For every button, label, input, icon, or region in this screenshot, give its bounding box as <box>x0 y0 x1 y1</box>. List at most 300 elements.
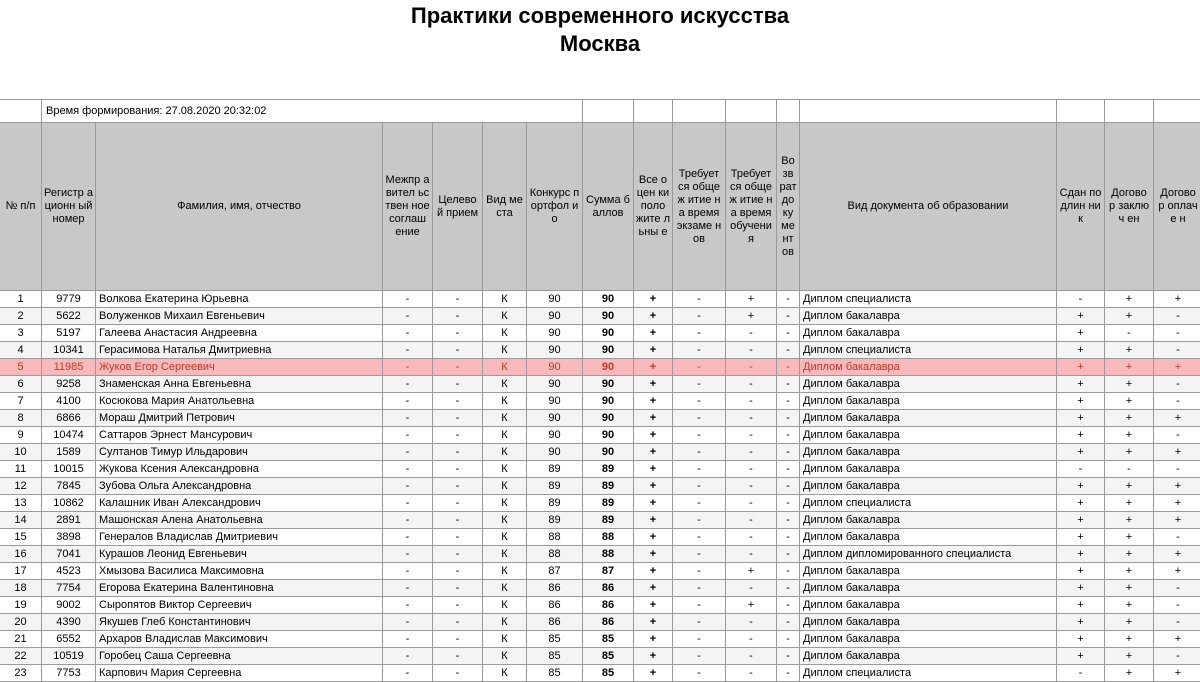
cell-row-number: 22 <box>0 648 42 665</box>
cell-portfolio: 89 <box>527 461 583 478</box>
table-row <box>0 325 1200 342</box>
cell-docs-returned: - <box>777 580 800 597</box>
cell-portfolio: 90 <box>527 376 583 393</box>
cell-contract-signed: + <box>1105 291 1154 308</box>
cell-contract-signed: + <box>1105 495 1154 512</box>
cell-reg-number: 4523 <box>42 563 96 580</box>
table-row <box>0 648 1200 665</box>
cell-all-positive: + <box>634 376 673 393</box>
cell-intergov: - <box>383 563 433 580</box>
cell-reg-number: 7754 <box>42 580 96 597</box>
cell-original-submitted: + <box>1057 376 1105 393</box>
cell-reg-number: 5622 <box>42 308 96 325</box>
cell-intergov: - <box>383 444 433 461</box>
cell-full-name: Горобец Саша Сергеевна <box>96 648 383 665</box>
cell-row-number: 16 <box>0 546 42 563</box>
cell-original-submitted: + <box>1057 546 1105 563</box>
cell-seat-type: К <box>483 342 527 359</box>
cell-full-name: Егорова Екатерина Валентиновна <box>96 580 383 597</box>
cell-original-submitted: - <box>1057 665 1105 682</box>
cell-contract-paid: + <box>1154 478 1200 495</box>
cell-doc-type: Диплом бакалавра <box>800 393 1057 410</box>
cell-dorm-study: - <box>726 342 777 359</box>
cell-intergov: - <box>383 665 433 682</box>
cell-portfolio: 87 <box>527 563 583 580</box>
cell-target: - <box>433 325 483 342</box>
cell-seat-type: К <box>483 444 527 461</box>
cell-dorm-study: - <box>726 427 777 444</box>
cell-dorm-exams: - <box>673 444 726 461</box>
cell-original-submitted: + <box>1057 478 1105 495</box>
cell-dorm-exams: - <box>673 376 726 393</box>
cell-docs-returned: - <box>777 512 800 529</box>
table-row <box>0 597 1200 614</box>
cell-docs-returned: - <box>777 359 800 376</box>
cell-doc-type: Диплом бакалавра <box>800 376 1057 393</box>
cell-dorm-study: + <box>726 308 777 325</box>
cell-contract-paid: + <box>1154 546 1200 563</box>
cell-dorm-study: - <box>726 495 777 512</box>
cell-full-name: Курашов Леонид Евгеньевич <box>96 546 383 563</box>
cell-docs-returned: - <box>777 546 800 563</box>
col-header-seat-type: Вид места <box>483 123 527 291</box>
meta-row <box>0 100 1200 123</box>
cell-intergov: - <box>383 529 433 546</box>
table-row <box>0 427 1200 444</box>
cell-reg-number: 7753 <box>42 665 96 682</box>
col-header-docs-returned: Во зв рат до ку ме нт ов <box>777 123 800 291</box>
cell-contract-paid: - <box>1154 342 1200 359</box>
cell-row-number: 21 <box>0 631 42 648</box>
col-header-intergov: Межпр авител ьствен ное соглаш ение <box>383 123 433 291</box>
table-row <box>0 410 1200 427</box>
cell-row-number: 17 <box>0 563 42 580</box>
cell-full-name: Хмызова Василиса Максимовна <box>96 563 383 580</box>
cell-original-submitted: + <box>1057 444 1105 461</box>
cell-row-number: 13 <box>0 495 42 512</box>
cell-original-submitted: + <box>1057 563 1105 580</box>
cell-intergov: - <box>383 325 433 342</box>
cell-all-positive: + <box>634 665 673 682</box>
cell-seat-type: К <box>483 461 527 478</box>
cell-score-sum: 89 <box>583 478 634 495</box>
cell-seat-type: К <box>483 393 527 410</box>
cell-seat-type: К <box>483 291 527 308</box>
cell-original-submitted: + <box>1057 631 1105 648</box>
cell-target: - <box>433 393 483 410</box>
cell-row-number: 20 <box>0 614 42 631</box>
cell-score-sum: 90 <box>583 427 634 444</box>
cell-dorm-study: - <box>726 478 777 495</box>
cell-score-sum: 86 <box>583 580 634 597</box>
cell-all-positive: + <box>634 512 673 529</box>
cell-contract-paid: - <box>1154 597 1200 614</box>
cell-row-number: 12 <box>0 478 42 495</box>
cell-original-submitted: + <box>1057 529 1105 546</box>
cell-seat-type: К <box>483 529 527 546</box>
cell-row-number: 11 <box>0 461 42 478</box>
cell-contract-paid: + <box>1154 444 1200 461</box>
cell-all-positive: + <box>634 393 673 410</box>
cell-docs-returned: - <box>777 376 800 393</box>
cell-score-sum: 90 <box>583 410 634 427</box>
cell-contract-signed: + <box>1105 410 1154 427</box>
cell-doc-type: Диплом специалиста <box>800 665 1057 682</box>
cell-docs-returned: - <box>777 597 800 614</box>
cell-seat-type: К <box>483 495 527 512</box>
col-header-dorm-exams: Требует ся общеж итие на время экзаме нов <box>673 123 726 291</box>
cell-seat-type: К <box>483 597 527 614</box>
cell-contract-paid: + <box>1154 631 1200 648</box>
table-row <box>0 342 1200 359</box>
cell-doc-type: Диплом бакалавра <box>800 563 1057 580</box>
cell-all-positive: + <box>634 529 673 546</box>
cell-contract-signed: + <box>1105 444 1154 461</box>
cell-portfolio: 85 <box>527 631 583 648</box>
cell-contract-signed: + <box>1105 478 1154 495</box>
cell-docs-returned: - <box>777 614 800 631</box>
cell-all-positive: + <box>634 478 673 495</box>
cell-score-sum: 85 <box>583 648 634 665</box>
cell-portfolio: 89 <box>527 478 583 495</box>
cell-contract-paid: - <box>1154 529 1200 546</box>
cell-score-sum: 90 <box>583 376 634 393</box>
cell-docs-returned: - <box>777 444 800 461</box>
cell-score-sum: 88 <box>583 529 634 546</box>
cell-dorm-study: + <box>726 597 777 614</box>
cell-dorm-study: - <box>726 580 777 597</box>
cell-dorm-study: - <box>726 614 777 631</box>
cell-reg-number: 6552 <box>42 631 96 648</box>
cell-target: - <box>433 342 483 359</box>
cell-docs-returned: - <box>777 393 800 410</box>
cell-doc-type: Диплом бакалавра <box>800 410 1057 427</box>
cell-score-sum: 89 <box>583 512 634 529</box>
cell-contract-signed: + <box>1105 308 1154 325</box>
col-header-reg-number: Регистр ационн ый номер <box>42 123 96 291</box>
cell-doc-type: Диплом бакалавра <box>800 580 1057 597</box>
cell-full-name: Жуков Егор Сергеевич <box>96 359 383 376</box>
table-row <box>0 444 1200 461</box>
cell-intergov: - <box>383 376 433 393</box>
header-row <box>0 123 1200 291</box>
cell-row-number: 1 <box>0 291 42 308</box>
cell-original-submitted: + <box>1057 512 1105 529</box>
col-header-number: № п/п <box>0 123 42 291</box>
cell-full-name: Сыропятов Виктор Сергеевич <box>96 597 383 614</box>
cell-original-submitted: + <box>1057 342 1105 359</box>
cell-intergov: - <box>383 546 433 563</box>
cell-portfolio: 90 <box>527 410 583 427</box>
cell-row-number: 5 <box>0 359 42 376</box>
cell-dorm-study: - <box>726 665 777 682</box>
cell-dorm-study: - <box>726 512 777 529</box>
cell-all-positive: + <box>634 631 673 648</box>
cell-docs-returned: - <box>777 291 800 308</box>
cell-original-submitted: - <box>1057 461 1105 478</box>
table-row <box>0 665 1200 682</box>
cell-score-sum: 90 <box>583 359 634 376</box>
cell-score-sum: 88 <box>583 546 634 563</box>
cell-seat-type: К <box>483 512 527 529</box>
cell-reg-number: 9258 <box>42 376 96 393</box>
cell-doc-type: Диплом специалиста <box>800 291 1057 308</box>
cell-row-number: 23 <box>0 665 42 682</box>
cell-docs-returned: - <box>777 461 800 478</box>
cell-doc-type: Диплом бакалавра <box>800 444 1057 461</box>
table-row <box>0 376 1200 393</box>
cell-target: - <box>433 478 483 495</box>
cell-original-submitted: + <box>1057 614 1105 631</box>
cell-dorm-study: - <box>726 444 777 461</box>
cell-reg-number: 10862 <box>42 495 96 512</box>
cell-reg-number: 10341 <box>42 342 96 359</box>
cell-dorm-exams: - <box>673 631 726 648</box>
cell-reg-number: 5197 <box>42 325 96 342</box>
cell-score-sum: 90 <box>583 308 634 325</box>
cell-seat-type: К <box>483 325 527 342</box>
cell-reg-number: 6866 <box>42 410 96 427</box>
cell-intergov: - <box>383 427 433 444</box>
table-row <box>0 563 1200 580</box>
cell-dorm-study: - <box>726 461 777 478</box>
cell-portfolio: 90 <box>527 444 583 461</box>
col-header-contract: Догово р заключ ен <box>1105 123 1154 291</box>
cell-all-positive: + <box>634 342 673 359</box>
cell-dorm-exams: - <box>673 512 726 529</box>
cell-intergov: - <box>383 478 433 495</box>
cell-dorm-exams: - <box>673 665 726 682</box>
cell-dorm-study: - <box>726 325 777 342</box>
cell-original-submitted: + <box>1057 325 1105 342</box>
cell-dorm-study: - <box>726 410 777 427</box>
cell-reg-number: 10015 <box>42 461 96 478</box>
cell-intergov: - <box>383 580 433 597</box>
cell-original-submitted: + <box>1057 427 1105 444</box>
cell-intergov: - <box>383 597 433 614</box>
table-row <box>0 461 1200 478</box>
cell-row-number: 8 <box>0 410 42 427</box>
cell-dorm-study: - <box>726 359 777 376</box>
cell-row-number: 15 <box>0 529 42 546</box>
cell-dorm-exams: - <box>673 478 726 495</box>
cell-dorm-study: - <box>726 376 777 393</box>
generated-time: Время формирования: 27.08.2020 20:32:02 <box>42 100 583 123</box>
cell-reg-number: 4100 <box>42 393 96 410</box>
cell-full-name: Знаменская Анна Евгеньевна <box>96 376 383 393</box>
cell-dorm-study: + <box>726 291 777 308</box>
cell-row-number: 9 <box>0 427 42 444</box>
cell-original-submitted: + <box>1057 648 1105 665</box>
cell-row-number: 10 <box>0 444 42 461</box>
cell-portfolio: 90 <box>527 342 583 359</box>
cell-intergov: - <box>383 614 433 631</box>
cell-docs-returned: - <box>777 529 800 546</box>
cell-dorm-exams: - <box>673 461 726 478</box>
cell-docs-returned: - <box>777 342 800 359</box>
cell-contract-paid: + <box>1154 665 1200 682</box>
cell-seat-type: К <box>483 563 527 580</box>
cell-target: - <box>433 427 483 444</box>
table-row <box>0 614 1200 631</box>
cell-original-submitted: + <box>1057 308 1105 325</box>
cell-full-name: Волкова Екатерина Юрьевна <box>96 291 383 308</box>
cell-all-positive: + <box>634 444 673 461</box>
cell-intergov: - <box>383 512 433 529</box>
cell-row-number: 14 <box>0 512 42 529</box>
cell-seat-type: К <box>483 359 527 376</box>
cell-score-sum: 85 <box>583 665 634 682</box>
cell-dorm-exams: - <box>673 546 726 563</box>
cell-contract-signed: + <box>1105 342 1154 359</box>
col-header-portfolio: Конкурс портфол ио <box>527 123 583 291</box>
cell-target: - <box>433 308 483 325</box>
cell-intergov: - <box>383 359 433 376</box>
cell-dorm-exams: - <box>673 410 726 427</box>
cell-contract-paid: - <box>1154 580 1200 597</box>
cell-original-submitted: + <box>1057 495 1105 512</box>
table-row <box>0 512 1200 529</box>
cell-seat-type: К <box>483 648 527 665</box>
cell-score-sum: 90 <box>583 325 634 342</box>
cell-intergov: - <box>383 291 433 308</box>
cell-target: - <box>433 410 483 427</box>
cell-reg-number: 1589 <box>42 444 96 461</box>
cell-seat-type: К <box>483 427 527 444</box>
cell-contract-signed: + <box>1105 580 1154 597</box>
cell-contract-signed: + <box>1105 529 1154 546</box>
cell-contract-paid: - <box>1154 325 1200 342</box>
cell-all-positive: + <box>634 648 673 665</box>
cell-reg-number: 3898 <box>42 529 96 546</box>
cell-full-name: Султанов Тимур Ильдарович <box>96 444 383 461</box>
cell-score-sum: 86 <box>583 614 634 631</box>
cell-intergov: - <box>383 461 433 478</box>
cell-docs-returned: - <box>777 495 800 512</box>
cell-score-sum: 90 <box>583 291 634 308</box>
cell-reg-number: 9002 <box>42 597 96 614</box>
col-header-doc-type: Вид документа об образовании <box>800 123 1057 291</box>
cell-score-sum: 90 <box>583 393 634 410</box>
cell-doc-type: Диплом бакалавра <box>800 648 1057 665</box>
cell-original-submitted: + <box>1057 410 1105 427</box>
cell-dorm-study: - <box>726 648 777 665</box>
cell-target: - <box>433 597 483 614</box>
cell-doc-type: Диплом бакалавра <box>800 597 1057 614</box>
cell-dorm-exams: - <box>673 648 726 665</box>
cell-intergov: - <box>383 631 433 648</box>
cell-dorm-exams: - <box>673 308 726 325</box>
cell-target: - <box>433 580 483 597</box>
cell-seat-type: К <box>483 546 527 563</box>
cell-contract-signed: - <box>1105 325 1154 342</box>
cell-contract-signed: + <box>1105 546 1154 563</box>
cell-portfolio: 89 <box>527 512 583 529</box>
cell-doc-type: Диплом бакалавра <box>800 461 1057 478</box>
cell-all-positive: + <box>634 291 673 308</box>
cell-docs-returned: - <box>777 648 800 665</box>
cell-contract-paid: - <box>1154 427 1200 444</box>
cell-reg-number: 11985 <box>42 359 96 376</box>
cell-dorm-study: - <box>726 546 777 563</box>
cell-dorm-exams: - <box>673 563 726 580</box>
cell-dorm-exams: - <box>673 393 726 410</box>
cell-seat-type: К <box>483 631 527 648</box>
cell-doc-type: Диплом бакалавра <box>800 631 1057 648</box>
cell-doc-type: Диплом бакалавра <box>800 427 1057 444</box>
page-title: Практики современного искусства <box>0 2 1200 30</box>
cell-portfolio: 86 <box>527 614 583 631</box>
cell-doc-type: Диплом бакалавра <box>800 478 1057 495</box>
table-row <box>0 393 1200 410</box>
cell-contract-signed: + <box>1105 597 1154 614</box>
table-row <box>0 495 1200 512</box>
cell-row-number: 6 <box>0 376 42 393</box>
cell-target: - <box>433 614 483 631</box>
cell-contract-signed: + <box>1105 563 1154 580</box>
table-row <box>0 291 1200 308</box>
page-subtitle: Москва <box>0 30 1200 58</box>
cell-reg-number: 9779 <box>42 291 96 308</box>
cell-intergov: - <box>383 342 433 359</box>
cell-contract-signed: + <box>1105 648 1154 665</box>
cell-target: - <box>433 291 483 308</box>
cell-dorm-study: - <box>726 529 777 546</box>
cell-docs-returned: - <box>777 308 800 325</box>
cell-reg-number: 2891 <box>42 512 96 529</box>
cell-target: - <box>433 461 483 478</box>
cell-row-number: 2 <box>0 308 42 325</box>
table-row <box>0 631 1200 648</box>
cell-docs-returned: - <box>777 478 800 495</box>
cell-full-name: Косюкова Мария Анатольевна <box>96 393 383 410</box>
cell-original-submitted: + <box>1057 359 1105 376</box>
table-row <box>0 529 1200 546</box>
cell-portfolio: 90 <box>527 427 583 444</box>
cell-contract-paid: + <box>1154 410 1200 427</box>
cell-full-name: Галеева Анастасия Андреевна <box>96 325 383 342</box>
col-header-dorm-study: Требует ся общеж итие на время обучени я <box>726 123 777 291</box>
cell-contract-signed: + <box>1105 376 1154 393</box>
cell-seat-type: К <box>483 376 527 393</box>
cell-doc-type: Диплом дипломированного специалиста <box>800 546 1057 563</box>
cell-doc-type: Диплом бакалавра <box>800 512 1057 529</box>
cell-target: - <box>433 546 483 563</box>
cell-all-positive: + <box>634 597 673 614</box>
cell-reg-number: 10474 <box>42 427 96 444</box>
cell-portfolio: 90 <box>527 308 583 325</box>
cell-docs-returned: - <box>777 631 800 648</box>
cell-contract-paid: + <box>1154 563 1200 580</box>
cell-contract-paid: - <box>1154 461 1200 478</box>
cell-all-positive: + <box>634 359 673 376</box>
cell-docs-returned: - <box>777 410 800 427</box>
cell-target: - <box>433 359 483 376</box>
cell-target: - <box>433 376 483 393</box>
col-header-full-name: Фамилия, имя, отчество <box>96 123 383 291</box>
cell-docs-returned: - <box>777 563 800 580</box>
cell-doc-type: Диплом бакалавра <box>800 614 1057 631</box>
cell-target: - <box>433 495 483 512</box>
cell-full-name: Жукова Ксения Александровна <box>96 461 383 478</box>
cell-reg-number: 7845 <box>42 478 96 495</box>
cell-dorm-study: - <box>726 631 777 648</box>
cell-docs-returned: - <box>777 325 800 342</box>
cell-all-positive: + <box>634 308 673 325</box>
cell-contract-signed: + <box>1105 359 1154 376</box>
cell-dorm-study: + <box>726 563 777 580</box>
cell-target: - <box>433 648 483 665</box>
